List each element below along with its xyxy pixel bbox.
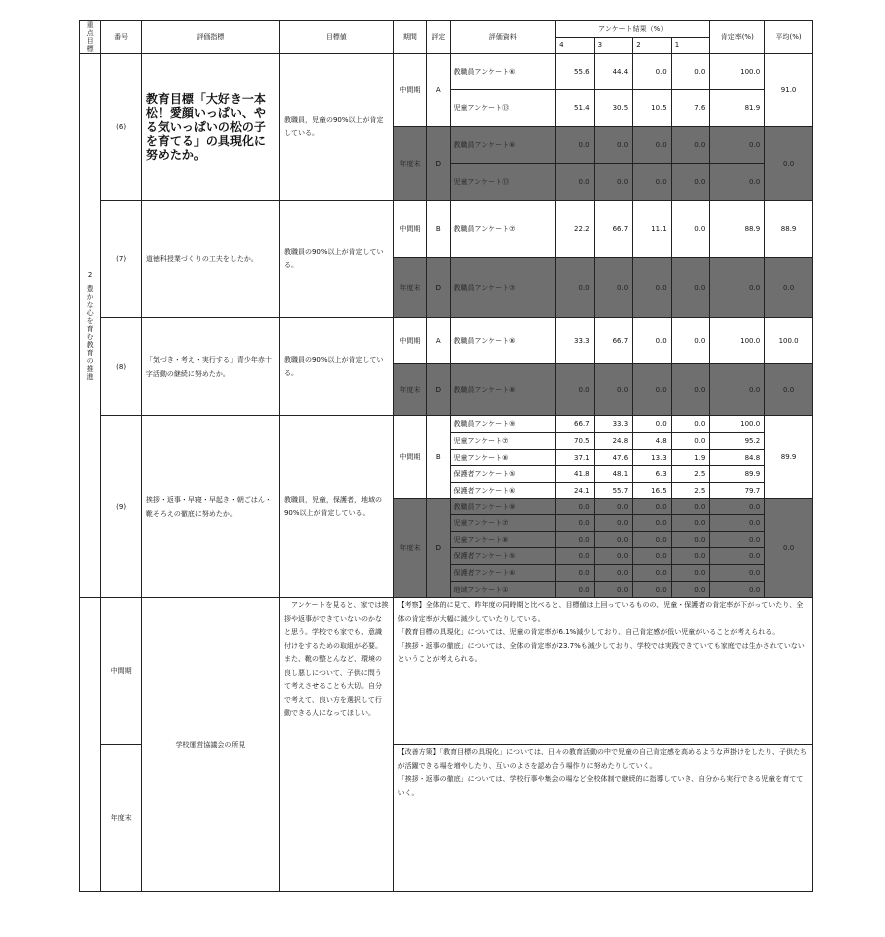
affirm-rate: 0.0 <box>710 565 765 582</box>
council-label: 学校運営協議会の所見 <box>141 598 279 892</box>
survey-value-3: 30.5 <box>594 90 633 127</box>
affirm-rate: 100.0 <box>710 54 765 90</box>
item-target: 教職員，児童，保護者，地域の90%以上が肯定している。 <box>279 416 393 598</box>
survey-name: 教職員アンケート⑥ <box>450 127 556 164</box>
survey-value-1: 0.0 <box>671 515 710 532</box>
item-indicator: 道徳科授業づくりの工夫をしたか。 <box>141 201 279 318</box>
survey-name: 教職員アンケート⑧ <box>450 364 556 416</box>
scale-1: 1 <box>671 37 710 54</box>
survey-value-1: 0.0 <box>671 532 710 548</box>
survey-name: 児童アンケート⑧ <box>450 532 556 548</box>
survey-value-4: 0.0 <box>556 515 595 532</box>
survey-value-2: 0.0 <box>633 582 672 598</box>
survey-value-3: 0.0 <box>594 582 633 598</box>
survey-value-2: 0.0 <box>633 127 672 164</box>
rating-grade: D <box>427 364 450 416</box>
survey-value-3: 66.7 <box>594 318 633 364</box>
survey-value-1: 0.0 <box>671 258 710 318</box>
survey-value-4: 0.0 <box>556 258 595 318</box>
survey-value-2: 10.5 <box>633 90 672 127</box>
item-number: (7) <box>101 201 142 318</box>
affirm-rate: 100.0 <box>710 416 765 433</box>
survey-value-3: 0.0 <box>594 532 633 548</box>
affirm-rate: 88.9 <box>710 201 765 258</box>
survey-value-4: 55.6 <box>556 54 595 90</box>
survey-name: 児童アンケート⑬ <box>450 90 556 127</box>
affirm-rate: 0.0 <box>710 548 765 565</box>
survey-value-4: 66.7 <box>556 416 595 433</box>
rating-grade: D <box>427 127 450 201</box>
survey-value-3: 0.0 <box>594 499 633 515</box>
item-target: 教職員の90%以上が肯定している。 <box>279 318 393 416</box>
survey-value-3: 0.0 <box>594 548 633 565</box>
header-average: 平均(%) <box>765 21 813 54</box>
header-number: 番号 <box>101 21 142 54</box>
bottom-left-margin <box>80 598 101 892</box>
survey-value-4: 0.0 <box>556 548 595 565</box>
survey-value-1: 0.0 <box>671 499 710 515</box>
survey-value-2: 0.0 <box>633 318 672 364</box>
survey-name: 地域アンケート① <box>450 582 556 598</box>
header-survey-results: アンケート結果（%） <box>556 21 710 38</box>
survey-value-2: 13.3 <box>633 450 672 466</box>
average-value: 89.9 <box>765 416 813 499</box>
affirm-rate: 0.0 <box>710 532 765 548</box>
rating-grade: B <box>427 201 450 258</box>
survey-value-2: 0.0 <box>633 364 672 416</box>
rating-grade: B <box>427 416 450 499</box>
survey-value-3: 0.0 <box>594 565 633 582</box>
item-target: 教職員，児童の90%以上が肯定している。 <box>279 54 393 201</box>
affirm-rate: 89.9 <box>710 466 765 483</box>
survey-name: 教職員アンケート⑥ <box>450 54 556 90</box>
survey-value-1: 0.0 <box>671 201 710 258</box>
survey-value-4: 33.3 <box>556 318 595 364</box>
survey-value-4: 70.5 <box>556 433 595 450</box>
survey-value-2: 4.8 <box>633 433 672 450</box>
header-rating: 評定 <box>427 21 450 54</box>
rating-grade: A <box>427 318 450 364</box>
period-label: 年度末 <box>393 499 427 598</box>
affirm-rate: 79.7 <box>710 483 765 499</box>
survey-value-4: 0.0 <box>556 364 595 416</box>
survey-name: 保護者アンケート⑤ <box>450 466 556 483</box>
survey-value-3: 47.6 <box>594 450 633 466</box>
survey-value-2: 0.0 <box>633 548 672 565</box>
affirm-rate: 95.2 <box>710 433 765 450</box>
survey-value-4: 0.0 <box>556 127 595 164</box>
period-label: 年度末 <box>393 127 427 201</box>
scale-4: 4 <box>556 37 595 54</box>
survey-value-4: 22.2 <box>556 201 595 258</box>
improvement-text: 【改善方策】「教育目標の具現化」については、日々の教育活動の中で児童の自己肯定感を高めるような声掛けをしたり、子供たちが活躍できる場を増やしたり、互いのよさを認め合う場作りに努めたりしていく。 「挨拶・返事の徹底」については、学校行事や集会の場など全校体制で継続的に指導していき、自分から実行できる児童を育てていく。 <box>393 745 812 892</box>
affirm-rate: 84.8 <box>710 450 765 466</box>
average-value: 100.0 <box>765 318 813 364</box>
survey-name: 保護者アンケート⑤ <box>450 548 556 565</box>
scale-3: 3 <box>594 37 633 54</box>
average-value: 0.0 <box>765 499 813 598</box>
survey-value-3: 24.8 <box>594 433 633 450</box>
survey-value-3: 66.7 <box>594 201 633 258</box>
affirm-rate: 0.0 <box>710 582 765 598</box>
item-number: (8) <box>101 318 142 416</box>
affirm-rate: 100.0 <box>710 318 765 364</box>
focus-goal-label: 豊かな心を育む教育の推進 <box>86 284 95 381</box>
focus-goal-cell <box>80 54 101 598</box>
survey-value-4: 41.8 <box>556 466 595 483</box>
survey-value-1: 0.0 <box>671 416 710 433</box>
survey-value-3: 44.4 <box>594 54 633 90</box>
survey-value-2: 0.0 <box>633 515 672 532</box>
survey-name: 保護者アンケート⑥ <box>450 483 556 499</box>
survey-value-4: 0.0 <box>556 499 595 515</box>
affirm-rate: 81.9 <box>710 90 765 127</box>
survey-value-1: 0.0 <box>671 164 710 201</box>
survey-value-2: 11.1 <box>633 201 672 258</box>
survey-value-1: 0.0 <box>671 54 710 90</box>
survey-value-4: 24.1 <box>556 483 595 499</box>
survey-value-2: 0.0 <box>633 532 672 548</box>
period-label: 年度末 <box>393 364 427 416</box>
survey-value-1: 0.0 <box>671 582 710 598</box>
affirm-rate: 0.0 <box>710 499 765 515</box>
affirm-rate: 0.0 <box>710 258 765 318</box>
survey-value-3: 33.3 <box>594 416 633 433</box>
header-material: 評価資料 <box>450 21 556 54</box>
focus-goal-number: 2 <box>87 270 93 279</box>
survey-value-4: 0.0 <box>556 532 595 548</box>
survey-value-2: 0.0 <box>633 54 672 90</box>
survey-value-2: 0.0 <box>633 416 672 433</box>
survey-value-3: 0.0 <box>594 164 633 201</box>
affirm-rate: 0.0 <box>710 164 765 201</box>
survey-name: 教職員アンケート⑨ <box>450 416 556 433</box>
survey-name: 児童アンケート⑧ <box>450 450 556 466</box>
average-value: 88.9 <box>765 201 813 258</box>
survey-value-2: 16.5 <box>633 483 672 499</box>
period-label: 中間期 <box>393 201 427 258</box>
survey-value-3: 55.7 <box>594 483 633 499</box>
survey-value-1: 2.5 <box>671 483 710 499</box>
survey-value-3: 0.0 <box>594 127 633 164</box>
survey-value-3: 0.0 <box>594 515 633 532</box>
survey-value-2: 0.0 <box>633 258 672 318</box>
survey-name: 教職員アンケート⑦ <box>450 258 556 318</box>
header-affirm-rate: 肯定率(%) <box>710 21 765 54</box>
survey-name: 児童アンケート⑦ <box>450 515 556 532</box>
rating-grade: D <box>427 258 450 318</box>
survey-value-3: 0.0 <box>594 258 633 318</box>
survey-value-1: 2.5 <box>671 466 710 483</box>
item-indicator: 教育目標「大好き一本松！愛顔いっぱい、やる気いっぱいの松の子を育てる」の具現化に努めたか。 <box>141 54 279 201</box>
consideration-text: 【考察】全体的に見て、昨年度の同時期と比べると、目標値は上回っているものの、児童・保護者の肯定率が下がっていたり、全体の肯定率が大幅に減少していたりしている。 「教育目標の具現化」については、児童の肯定率が6.1%減少しており、自己肯定感が低い児童がいることが考えられる。 「挨拶・返事の徹底」については、全体の肯定率が23.7%も減少しており、学校では実践できていても家庭では生かされていないということが考えられる。 <box>393 598 812 745</box>
average-value: 0.0 <box>765 258 813 318</box>
evaluation-table <box>79 20 813 892</box>
survey-value-2: 0.0 <box>633 565 672 582</box>
rating-grade: D <box>427 499 450 598</box>
scale-2: 2 <box>633 37 672 54</box>
affirm-rate: 0.0 <box>710 515 765 532</box>
survey-value-4: 51.4 <box>556 90 595 127</box>
average-value: 0.0 <box>765 364 813 416</box>
affirm-rate: 0.0 <box>710 364 765 416</box>
council-opinion: アンケートを見ると、家では挨拶や返事ができていないのかなと思う。学校でも家でも、意識付けをするための取組が必要。また、靴の整とんなど、環境の良し悪しについて、子供に問うて考えさせることも大切。自分で考えて、良い方を選択して行動できる人になってほしい。 <box>279 598 393 892</box>
survey-value-1: 0.0 <box>671 565 710 582</box>
period-label: 年度末 <box>393 258 427 318</box>
survey-value-4: 0.0 <box>556 565 595 582</box>
survey-value-1: 0.0 <box>671 318 710 364</box>
survey-value-1: 0.0 <box>671 127 710 164</box>
survey-value-3: 0.0 <box>594 364 633 416</box>
survey-value-1: 0.0 <box>671 364 710 416</box>
average-value: 0.0 <box>765 127 813 201</box>
period-label: 中間期 <box>393 318 427 364</box>
survey-name: 教職員アンケート⑨ <box>450 499 556 515</box>
header-focus-goal: 重点目標 <box>80 21 101 54</box>
survey-value-1: 1.9 <box>671 450 710 466</box>
survey-value-1: 0.0 <box>671 433 710 450</box>
survey-name: 児童アンケート⑬ <box>450 164 556 201</box>
header-indicator: 評価指標 <box>141 21 279 54</box>
item-number: (9) <box>101 416 142 598</box>
survey-name: 保護者アンケート⑥ <box>450 565 556 582</box>
affirm-rate: 0.0 <box>710 127 765 164</box>
survey-name: 児童アンケート⑦ <box>450 433 556 450</box>
bottom-end-label: 年度末 <box>101 745 142 892</box>
survey-value-4: 37.1 <box>556 450 595 466</box>
rating-grade: A <box>427 54 450 127</box>
survey-value-1: 0.0 <box>671 548 710 565</box>
header-period: 期間 <box>393 21 427 54</box>
survey-value-3: 48.1 <box>594 466 633 483</box>
header-target: 目標値 <box>279 21 393 54</box>
survey-value-2: 6.3 <box>633 466 672 483</box>
survey-value-2: 0.0 <box>633 164 672 201</box>
item-number: (6) <box>101 54 142 201</box>
survey-value-4: 0.0 <box>556 582 595 598</box>
survey-name: 教職員アンケート⑦ <box>450 201 556 258</box>
survey-name: 教職員アンケート⑧ <box>450 318 556 364</box>
survey-value-4: 0.0 <box>556 164 595 201</box>
item-indicator: 挨拶・返事・早寝・早起き・朝ごはん・靴そろえの徹底に努めたか。 <box>141 416 279 598</box>
period-label: 中間期 <box>393 54 427 127</box>
item-target: 教職員の90%以上が肯定している。 <box>279 201 393 318</box>
average-value: 91.0 <box>765 54 813 127</box>
survey-value-2: 0.0 <box>633 499 672 515</box>
bottom-mid-label: 中間期 <box>101 598 142 745</box>
item-indicator: 「気づき・考え・実行する」青少年赤十字活動の継続に努めたか。 <box>141 318 279 416</box>
period-label: 中間期 <box>393 416 427 499</box>
survey-value-1: 7.6 <box>671 90 710 127</box>
